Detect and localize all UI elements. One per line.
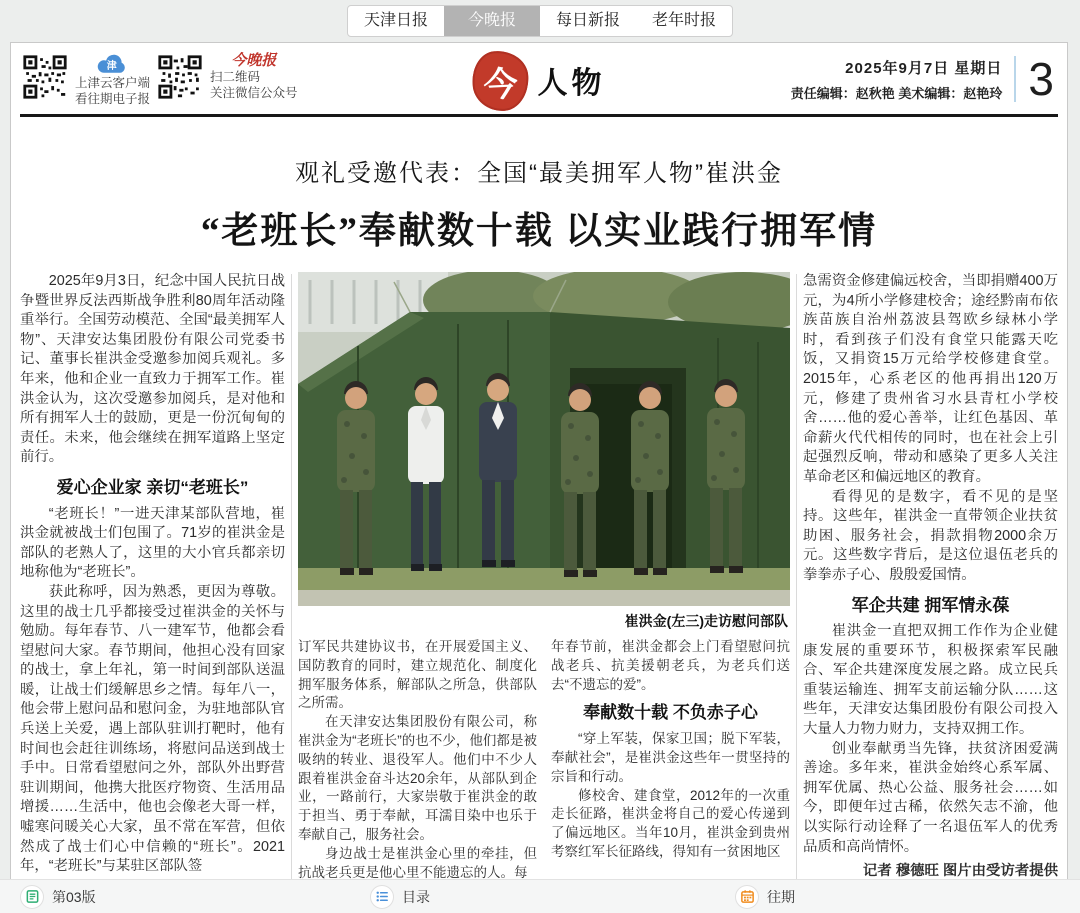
cloud-jin-icon [96,54,129,74]
tab-tonight-news[interactable]: 今晚报 [444,6,540,36]
paragraph: 修校舍、建食堂，2012年的一次重走长征路，崔洪金将自己的爱心传递到了偏远地区。当年10月，崔洪金到贵州考察红军长征路线，得知有一贫困地区 [550,787,790,859]
middle-subcolumns [298,638,790,880]
column-rule [790,272,803,880]
qr-block [22,54,298,107]
newspaper-tabbar [347,5,733,37]
article-headline: “老班长”奉献数十载 以实业践行拥军情 [200,211,878,252]
calendar-icon [735,885,759,909]
section-name: 人物 [537,67,606,100]
paragraph: 2025年9月3日，纪念中国人民抗日战争暨世界反法西斯战争胜利80周年活动隆重举行。全国劳动模范、全国“最美拥军人物”、天津安达集团股份有限公司党委书记、董事长崔洪金受邀参加阅兵观礼。多年来，他和企业一直致力于拥军工作。崔洪金认为，这次受邀参加阅兵，是对他和所有拥军人士的鼓励，更是一份沉甸甸的责任。未来，他会继续在拥军道路上坚定前行。 [20,273,285,466]
toc-button[interactable] [370,880,430,913]
qr-code-epaper [22,54,68,100]
section-seal-icon: 今 [471,50,530,113]
paragraph: 年春节前，崔洪金都会上门看望慰问抗战老兵、抗美援朝老兵，为老兵们送去“不遗忘的爱”。 [550,639,790,692]
page-select-label: 第03版 [52,888,96,905]
list-icon [370,885,394,909]
qr-right-label-1: 扫二维码 [210,70,261,84]
tab-tianjin-daily[interactable]: 天津日报 [363,12,428,29]
tonight-news-logo: 今晚报 [231,53,277,69]
newspaper-icon [20,885,44,909]
photo-caption: 崔洪金(左三)走访慰问部队 [624,613,788,629]
paragraph: 订军民共建协议书，在开展爱国主义、国防教育的同时，建立规范化、制度化拥军服务体系，解部队之所急，供部队之所需。 [297,639,537,711]
paragraph: 急需资金修建偏远校舍，当即捐赠400万元，为4所小学修建校舍；途经黔南布依族苗族自治州荔波县驾欧乡绿林小学时，看到孩子们没有食堂只能露天吃饭，又捐资15万元给学校修建食堂。2015年，心系老区的他再捐出120万元，修建了贵州省习水县青杠小学校舍……他的爱心善举，让红色基因、革命薪火代代相传的同时，也在社会上引起强烈反响，带动和感染了更多人关注革命老区和偏远地区的教育。 [802,273,1058,485]
paragraph: 身边战士是崔洪金心里的牵挂，但抗战老兵更是他心里不能遗忘的人。每 [297,845,537,880]
epaper-qr-labels [75,54,150,107]
article-kicker: 观礼受邀代表：全国“最美拥军人物”崔洪金 [295,160,783,187]
subhead-3: 军企共建 拥军情永葆 [851,595,1010,615]
qr-left-label-2: 看往期电子报 [75,92,151,106]
article-column-middle [298,272,790,880]
headline-block [11,153,1067,254]
article-column-mid-a [298,638,537,880]
tab-elderly-times[interactable]: 老年时报 [651,12,716,29]
editors-line: 责任编辑：赵秋艳 美术编辑：赵艳玲 [790,85,1003,101]
past-issues-label: 往期 [767,888,795,905]
subhead-1: 爱心企业家 亲切“老班长” [56,477,249,497]
page-number-divider [1014,56,1016,102]
article-body [20,272,1058,880]
bottom-toolbar [0,879,1080,913]
toc-label: 目录 [402,888,430,905]
issue-date: 2025年9月7日 星期日 [845,59,1003,77]
tab-daily-news[interactable]: 每日新报 [555,12,620,29]
svg-text:津: 津 [107,61,117,72]
article-column-left [20,272,285,880]
column-rule [285,272,298,880]
qr-right-label-2: 关注微信公众号 [210,86,298,100]
paragraph: “穿上军装，保家卫国；脱下军装，奉献社会”，是崔洪金这些年一贯坚持的宗旨和行动。 [550,731,790,784]
article-column-mid-b [551,638,790,880]
paragraph: 崔洪金一直把双拥工作作为企业健康发展的重要环节，积极探索军民融合、军企共建深度发展之路。成立民兵重装运输连、拥军支前运输分队……这些年，天津安达集团股份有限公司投入大量人力物力财力，支持双拥工作。 [802,623,1058,738]
paragraph: 创业奉献勇当先锋，扶贫济困爱满善途。多年来，崔洪金始终心系军属、拥军优属、热心公益、服务社会……如今，即便年过古稀，依然矢志不渝，他以实际行动诠释了一名退伍军人的优秀品质和高尚情怀。 [802,740,1058,855]
qr-code-wechat [157,54,203,100]
article-photo [298,272,790,606]
page-number: 3 [1028,53,1054,105]
section-logo [473,51,606,111]
paragraph: 在天津安达集团股份有限公司，称崔洪金为“老班长”的也不少，他们都是被吸纳的转业、退役军人。他们中不少人跟着崔洪金奋斗达20余年，从部队到企业，一路前行，大家崇敬于崔洪金的敢于担当、勇于奉献，耳濡目染中也乐于奉献自己，服务社会。 [297,714,537,842]
paragraph: “老班长！”一进天津某部队营地，崔洪金就被战士们包围了。71岁的崔洪金是部队的老熟人了，这里的大小官兵都亲切地称他为“老班长”。 [20,505,285,581]
past-issues-button[interactable] [735,880,795,913]
byline: 记者 穆德旺 图片由受访者提供 [862,863,1058,880]
page-select-button[interactable] [20,880,96,913]
qr-left-label-1: 上津云客户端 [75,76,151,90]
article-column-right [803,272,1058,880]
masthead-right [790,53,1058,105]
paragraph: 看得见的是数字，看不见的是坚持。这些年，崔洪金一直带领企业扶贫助困、服务社会，捐款捐物2000余万元。这些数字背后，是这位退伍老兵的拳拳赤子心、殷殷爱国情。 [802,488,1058,583]
masthead-rule [20,114,1058,117]
masthead [20,43,1058,117]
wechat-qr-labels [210,54,298,101]
subhead-2: 奉献数十载 不负赤子心 [583,703,758,723]
newspaper-page [10,42,1068,880]
paragraph: 获此称呼，因为熟悉，更因为尊敬。这里的战士几乎都接受过崔洪金的关怀与勉励。每年春节、八一建军节，他都会看望慰问大家。春节期间，他担心没有回家的战士，拿上年礼，第一时间到部队送温暖，让战士们缓解思乡之情。每年八一，他会带上慰问品和慰问金，为驻地部队官兵送上关爱，遇上部队驻训打靶时，他有时间也会赶往训练场，将慰问品送到战士手中。日常看望慰问之外，部队外出野营驻训期间，他携大批医疗物资、生活用品增援……生活中，他也会像老大哥一样，嘘寒问暖关心大家，虽不常在军营，但依然成了战士们心中信赖的“班长”。2021年，“老班长”与某驻区部队签 [20,583,285,875]
